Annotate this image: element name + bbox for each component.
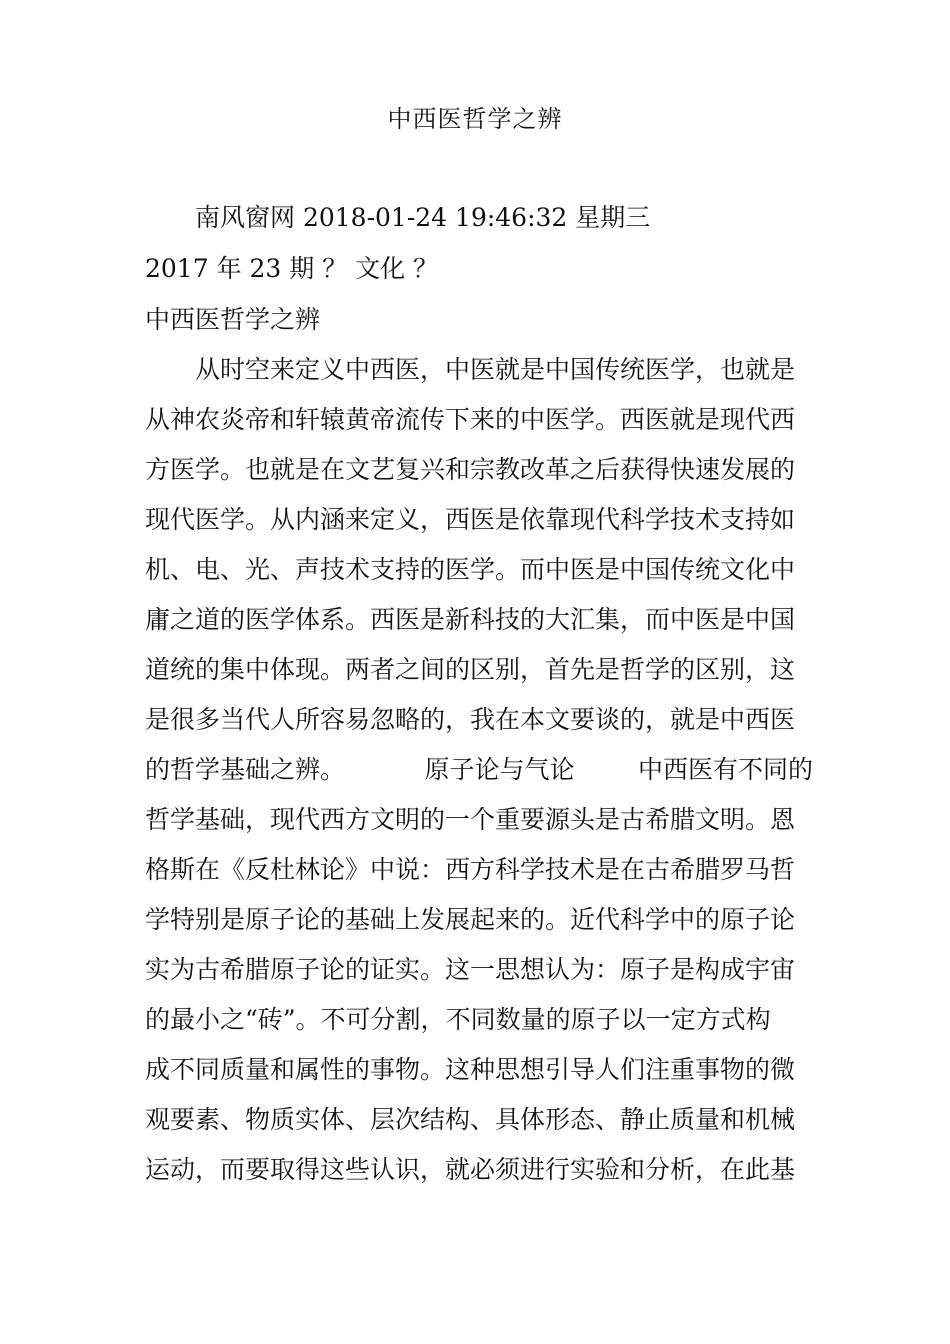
body-line: 是很多当代人所容易忽略的，我在本文要谈的，就是中西医 (145, 705, 796, 734)
body-line: 实为古希腊原子论的证实。这一思想认为：原子是构成宇宙 (145, 955, 796, 984)
body-paragraph (145, 345, 814, 1195)
body-line: 运动，而要取得这些认识，就必须进行实验和分析，在此基 (145, 1155, 796, 1184)
body-line: 道统的集中体现。两者之间的区别，首先是哲学的区别，这 (145, 655, 796, 684)
body-line: 的最小之“砖”。不可分割，不同数量的原子以一定方式构 (145, 1005, 771, 1034)
subtitle: 中西医哲学之辨 (145, 305, 321, 334)
body-line: 成不同质量和属性的事物。这种思想引导人们注重事物的微 (145, 1055, 796, 1084)
body-line: 的哲学基础之辨。 原子论与气论 中西医有不同的 (145, 755, 814, 784)
body-line: 学特别是原子论的基础上发展起来的。近代科学中的原子论 (145, 905, 796, 934)
body-line: 方医学。也就是在文艺复兴和宗教改革之后获得快速发展的 (145, 455, 796, 484)
body-line: 哲学基础，现代西方文明的一个重要源头是古希腊文明。恩 (145, 805, 796, 834)
source-line: 南风窗网 2018-01-24 19:46:32 星期三 (195, 203, 651, 232)
body-line: 从时空来定义中西医，中医就是中国传统医学，也就是 (195, 355, 796, 384)
body-line: 从神农炎帝和轩辕黄帝流传下来的中医学。西医就是现代西 (145, 405, 796, 434)
body-line: 机、电、光、声技术支持的医学。而中医是中国传统文化中 (145, 555, 796, 584)
document-title: 中西医哲学之辨 (387, 105, 563, 133)
body-line: 庸之道的医学体系。西医是新科技的大汇集，而中医是中国 (145, 605, 796, 634)
body-line: 观要素、物质实体、层次结构、具体形态、静止质量和机械 (145, 1105, 796, 1134)
body-line: 格斯在《反杜林论》中说：西方科学技术是在古希腊罗马哲 (145, 855, 796, 884)
body-line: 现代医学。从内涵来定义，西医是依靠现代科学技术支持如 (145, 505, 796, 534)
issue-line: 2017 年 23 期 ？ 文化 ？ (145, 254, 439, 283)
